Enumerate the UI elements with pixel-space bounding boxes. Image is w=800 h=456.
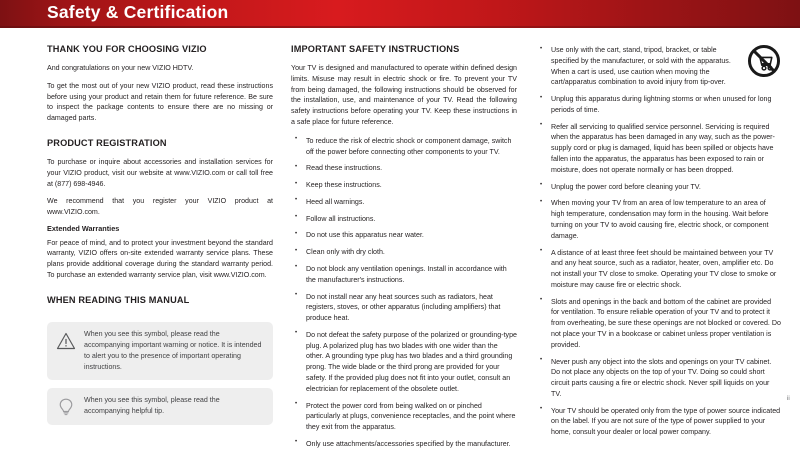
list-item: • Do not use this apparatus near water.: [291, 230, 517, 241]
paragraph-safety-intro: Your TV is designed and manufactured to operate within defined design limits. Misuse may result in electric shock or fire. To prevent your TV from being damaged, the following instructions should be observed for the installation, use, and maintenance of your TV. Read the following safety instructions before operating your TV. Keep these instructions in a safe place for future reference.: [291, 64, 517, 126]
column-left: [47, 44, 273, 433]
list-item: • To reduce the risk of electric shock or component damage, switch off the power before connecting other components to your TV.: [291, 136, 517, 158]
list-item: • Keep these instructions.: [291, 180, 517, 191]
lightbulb-icon: [55, 396, 77, 418]
list-item: • Follow all instructions.: [291, 214, 517, 225]
heading-important-safety-instructions: IMPORTANT SAFETY INSTRUCTIONS: [291, 44, 460, 54]
list-item: • Protect the power cord from being walked on or pinched particularly at plugs, convenience receptacles, and the point where they exit from the apparatus.: [291, 401, 517, 433]
paragraph-get-the-most: To get the most out of your new VIZIO product, read these instructions before using your product and retain them for future reference. Be sure to inspect the package contents to ensure there are no missing or damaged parts.: [47, 81, 273, 123]
heading-thank-you: THANK YOU FOR CHOOSING VIZIO: [47, 44, 207, 54]
banner-underline: [0, 26, 800, 28]
list-item: • Only use attachments/accessories specified by the manufacturer.: [291, 439, 517, 450]
subheading-extended-warranties: Extended Warranties: [47, 223, 120, 233]
callout-tip-text: When you see this symbol, please read the accompanying helpful tip.: [84, 395, 220, 415]
list-item: • Clean only with dry cloth.: [291, 247, 517, 258]
callout-list: [47, 322, 273, 425]
safety-instructions-list: [291, 136, 517, 450]
list-item: • Read these instructions.: [291, 163, 517, 174]
paragraph-purchase-accessories: To purchase or inquire about accessories and installation services for your VIZIO product, visit our website at www.VIZIO.com or call toll free at (877) 698-4946.: [47, 157, 273, 188]
list-item: • When moving your TV from an area of low temperature to an area of high temperature, condensation may form in the housing. Wait before turning on your TV to avoid causing fire, electric shock, or component damage.: [536, 198, 781, 241]
callout-tip: [47, 388, 273, 425]
list-item: • Unplug this apparatus during lightning storms or when unused for long periods of time.: [536, 94, 781, 116]
paragraph-congratulations: And congratulations on your new VIZIO HDTV.: [47, 64, 194, 73]
page-content: [0, 44, 800, 448]
warning-triangle-icon: [55, 330, 77, 352]
page-title: Safety & Certification: [47, 2, 229, 23]
list-item: • Unplug the power cord before cleaning your TV.: [536, 182, 781, 193]
column-middle: [291, 44, 517, 456]
list-item: • Do not install near any heat sources such as radiators, heat registers, stoves, or other apparatus (including amplifiers) that produce heat.: [291, 292, 517, 324]
list-item: • Refer all servicing to qualified service personnel. Servicing is required when the apparatus has been damaged in any way, such as the power-supply cord or plug is damaged, liquid has been spilled or objects have fallen into the apparatus, the apparatus has been exposed to rain or moisture, does not operate normally or has been dropped.: [536, 122, 781, 176]
callout-warning-text: When you see this symbol, please read the accompanying important warning or notice. It is intended to alert you to the presence of important operating instructions.: [84, 329, 262, 371]
paragraph-extended-warranties: For peace of mind, and to protect your investment beyond the standard warranty, VIZIO offers on-site extended warranty service plans. These plans provide additional coverage during the standard warranty period. To purchase an extended warranty service plan, visit www.VIZIO.com.: [47, 238, 273, 279]
list-item: • A distance of at least three feet should be maintained between your TV and any heat source, such as a radiator, heater, oven, amplifier etc. Do not install your TV close to smoke. Operating your TV close to smoke or moisture may cause fire or electric shock.: [536, 248, 781, 291]
heading-product-registration: PRODUCT REGISTRATION: [47, 137, 167, 148]
list-item: • Never push any object into the slots and openings on your TV cabinet. Do not place any objects on the top of your TV. Doing so could short circuit parts causing a fire or electric shock. Never spill liquids on your TV.: [536, 357, 781, 400]
paragraph-register-recommendation: We recommend that you register your VIZIO product at www.VIZIO.com.: [47, 197, 273, 217]
heading-when-reading-this-manual: WHEN READING THIS MANUAL: [47, 294, 190, 305]
safety-instructions-list-continued: [536, 45, 781, 438]
list-item: • Do not block any ventilation openings. Install in accordance with the manufacturer's instructions.: [291, 264, 517, 286]
list-item: • Do not defeat the safety purpose of the polarized or grounding-type plug. A polarized plug has two blades with one wider than the other. A grounding type plug has two blades and a third grounding prong. The wide blade or the third prong are provided for your safety. If the provided plug does not fit into your outlet, consult an electrician for replacement of the obsolete outlet.: [291, 330, 517, 395]
list-item: • Slots and openings in the back and bottom of the cabinet are provided for ventilation. To ensure reliable operation of your TV and to protect it from overheating, be sure these openings are not blocked or covered. Do not place your TV in a bookcase or cabinet unless proper ventilation is provided.: [536, 297, 781, 351]
column-right: [536, 44, 781, 444]
callout-warning: [47, 322, 273, 380]
page-header-banner: [0, 0, 800, 26]
list-item: • Your TV should be operated only from the type of power source indicated on the label. If you are not sure of the type of power supplied to your home, consult your dealer or local power company.: [536, 406, 781, 438]
list-item: • Use only with the cart, stand, tripod, bracket, or table specified by the manufacturer, or sold with the apparatus. When a cart is used, use caution when moving the cart/apparatus combination to avoid injury from tip-over.: [536, 45, 781, 88]
list-item: • Heed all warnings.: [291, 197, 517, 208]
page-number: ii: [786, 396, 790, 402]
